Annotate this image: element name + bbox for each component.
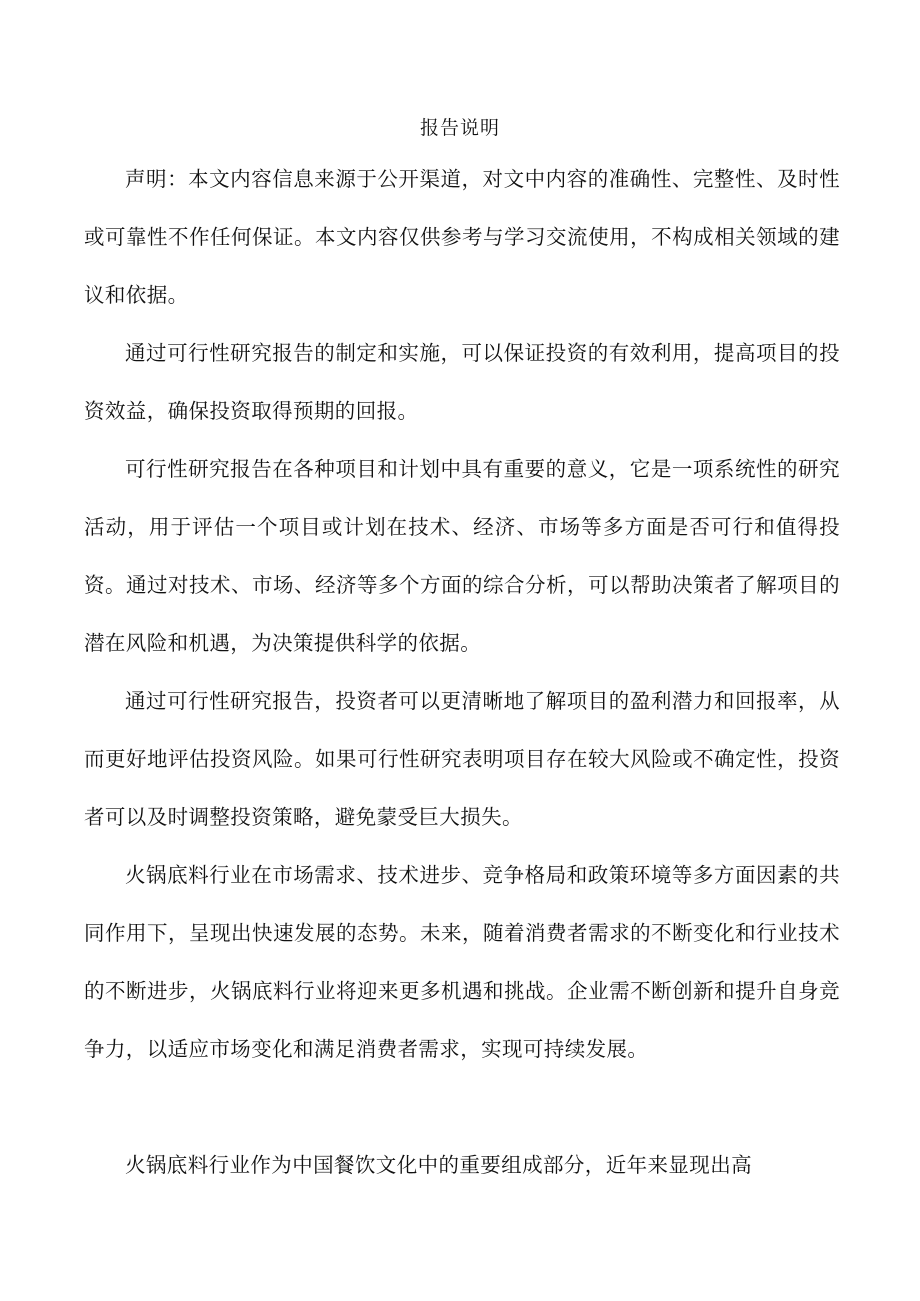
body-paragraph: 通过可行性研究报告，投资者可以更清晰地了解项目的盈利潜力和回报率，从而更好地评估投资风险。如果可行性研究表明项目存在较大风险或不确定性，投资者可以及时调整投资策略，避免蒙受巨大损失。 bbox=[84, 689, 840, 829]
body-paragraph: 火锅底料行业在市场需求、技术进步、竞争格局和政策环境等多方面因素的共同作用下，呈现出快速发展的态势。未来，随着消费者需求的不断变化和行业技术的不断进步，火锅底料行业将迎来更多机遇和挑战。企业需不断创新和提升自身竞争力，以适应市场变化和满足消费者需求，实现可持续发展。 bbox=[84, 863, 840, 1061]
disclaimer-paragraph: 声明：本文内容信息来源于公开渠道，对文中内容的准确性、完整性、及时性或可靠性不作任何保证。本文内容仅供参考与学习交流使用，不构成相关领域的建议和依据。 bbox=[84, 167, 840, 307]
body-paragraph: 火锅底料行业作为中国餐饮文化中的重要组成部分，近年来显现出高 bbox=[125, 1153, 752, 1177]
report-title: 报告说明 bbox=[419, 117, 500, 139]
body-paragraph: 可行性研究报告在各种项目和计划中具有重要的意义，它是一项系统性的研究活动，用于评估一个项目或计划在技术、经济、市场等多方面是否可行和值得投资。通过对技术、市场、经济等多个方面的综合分析，可以帮助决策者了解项目的潜在风险和机遇，为决策提供科学的依据。 bbox=[84, 457, 840, 655]
body-paragraph: 通过可行性研究报告的制定和实施，可以保证投资的有效利用，提高项目的投资效益，确保投资取得预期的回报。 bbox=[84, 341, 840, 423]
